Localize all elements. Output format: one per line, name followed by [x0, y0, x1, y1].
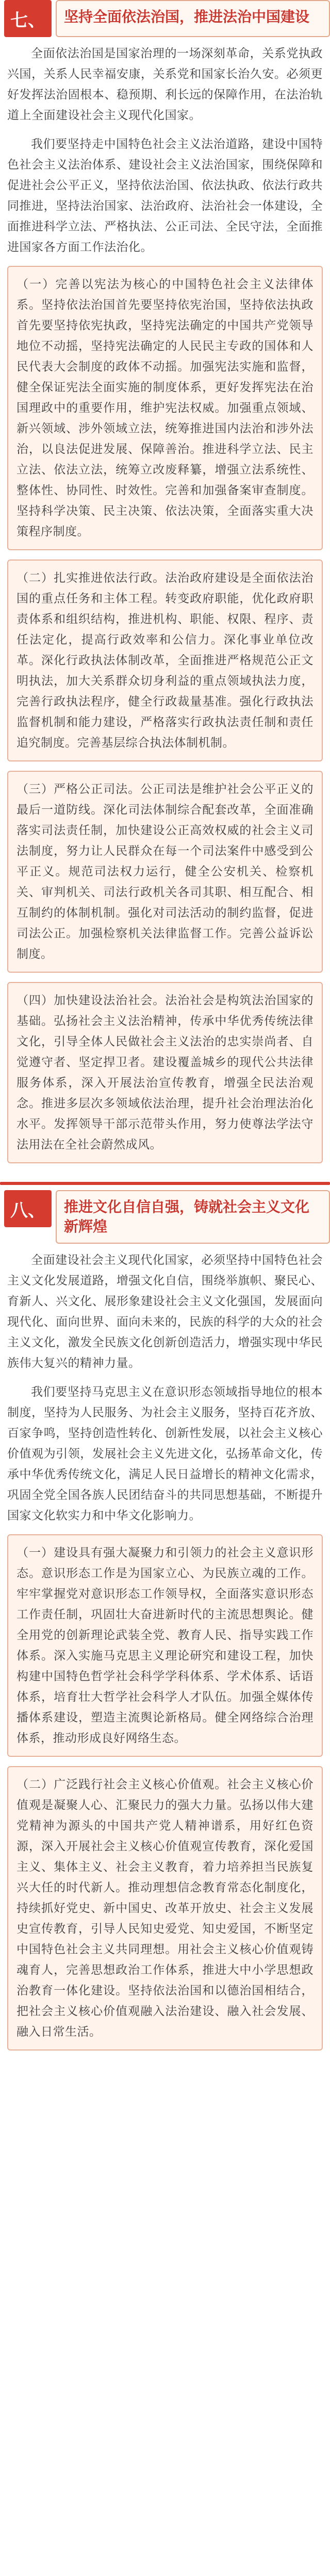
subsection-card: [7, 1534, 323, 1757]
subsection-card: [7, 560, 323, 761]
paragraph: 全面依法治国是国家治理的一场深刻革命，关系党执政兴国，关系人民幸福安康，关系党和国家长治久安。必须更好发挥法治固根本、稳预期、利长远的保障作用，在法治轨道上全面建设社会主义现代化国家。: [7, 47, 323, 122]
section-eight: [0, 1190, 330, 2065]
section-divider: [0, 1182, 330, 1185]
section-number: 八、: [4, 1190, 52, 1227]
paragraph: 我们要坚持马克思主义在意识形态领域指导地位的根本制度，坚持为人民服务、为社会主义服务，坚持百花齐放、百家争鸣，坚持创造性转化、创新性发展，以社会主义核心价值观为引领，发展社会主义先进文化，弘扬革命文化，传承中华优秀传统文化，满足人民日益增长的精神文化需求，巩固全党全国各族人民团结奋斗的共同思想基础，不断提升国家文化软实力和中华文化影响力。: [7, 1385, 323, 1522]
subsection-text: （一）建设具有强大凝聚力和引领力的社会主义意识形态。意识形态工作是为国家立心、为民族立魂的工作。牢牢掌握党对意识形态工作领导权，全面落实意识形态工作责任制，巩固壮大奋进新时代的主流思想舆论。健全用党的创新理论武装全党、教育人民、指导实践工作体系。深入实施马克思主义理论研究和建设工程，加快构建中国特色哲学社会科学学科体系、学术体系、话语体系，培育壮大哲学社会科学人才队伍。加强全媒体传播体系建设，塑造主流舆论新格局。健全网络综合治理体系，推动形成良好网络生态。: [16, 1546, 314, 1745]
subsection-text: （二）广泛践行社会主义核心价值观。社会主义核心价值观是凝聚人心、汇聚民力的强大力量。弘扬以伟大建党精神为源头的中国共产党人精神谱系，用好红色资源，深入开展社会主义核心价值观宣传教育，深化爱国主义、集体主义、社会主义教育，着力培养担当民族复兴大任的时代新人。推动理想信念教育常态化制度化，持续抓好党史、新中国史、改革开放史、社会主义发展史宣传教育，引导人民知史爱党、知史爱国，不断坚定中国特色社会主义共同理想。用社会主义核心价值观铸魂育人，完善思想政治工作体系，推进大中小学思想政治教育一体化建设。坚持依法治国和以德治国相结合，把社会主义核心价值观融入法治建设、融入社会发展、融入日常生活。: [16, 1778, 314, 2039]
subsection-text: （一）完善以宪法为核心的中国特色社会主义法律体系。坚持依法治国首先要坚持依宪治国，坚持依法执政首先要坚持依宪执政，坚持宪法确定的中国共产党领导地位不动摇，坚持宪法确定的人民民主专政的国体和人民代表大会制度的政体不动摇。加强宪法实施和监督，健全保证宪法全面实施的制度体系，更好发挥宪法在治国理政中的重要作用，维护宪法权威。加强重点领域、新兴领域、涉外领域立法，统筹推进国内法治和涉外法治，以良法促进发展、保障善治。推进科学立法、民主立法、依法立法，统筹立改废释纂，增强立法系统性、整体性、协同性、时效性。完善和加强备案审查制度。坚持科学决策、民主决策、依法决策，全面落实重大决策程序制度。: [16, 278, 314, 538]
subsection-card: [7, 266, 323, 550]
subsection-text: （二）扎实推进依法行政。法治政府建设是全面依法治国的重点任务和主体工程。转变政府职能，优化政府职责体系和组织结构，推进机构、职能、权限、程序、责任法定化，提高行政效率和公信力。深化事业单位改革。深化行政执法体制改革，全面推进严格规范公正文明执法，加大关系群众切身利益的重点领域执法力度，完善行政执法程序，健全行政裁量基准。强化行政执法监督机制和能力建设，严格落实行政执法责任制和责任追究制度。完善基层综合执法体制机制。: [16, 571, 314, 750]
section-heading: [0, 1190, 330, 1244]
paragraph: 全面建设社会主义现代化国家，必须坚持中国特色社会主义文化发展道路，增强文化自信，围绕举旗帜、聚民心、育新人、兴文化、展形象建设社会主义文化强国，发展面向现代化、面向世界、面向未来的，民族的科学的大众的社会主义文化，激发全民族文化创新创造活力，增强实现中华民族伟大复兴的精神力量。: [7, 1253, 323, 1370]
section-seven: [0, 0, 330, 1178]
section-heading: [0, 0, 330, 37]
paragraph: 我们要坚持走中国特色社会主义法治道路，建设中国特色社会主义法治体系、建设社会主义法治国家，围绕保障和促进社会公平正义，坚持依法治国、依法执政、依法行政共同推进，坚持法治国家、法治政府、法治社会一体建设，全面推进科学立法、严格执法、公正司法、全民守法，全面推进国家各方面工作法治化。: [7, 138, 323, 254]
subsection-card: [7, 771, 323, 973]
section-title: 坚持全面依法治国，推进法治中国建设: [56, 0, 330, 37]
subsection-card: [7, 982, 323, 1163]
section-title: 推进文化自信自强，铸就社会主义文化新辉煌: [56, 1190, 330, 1244]
subsection-text: （三）严格公正司法。公正司法是维护社会公平正义的最后一道防线。深化司法体制综合配套改革，全面准确落实司法责任制，加快建设公正高效权威的社会主义司法制度，努力让人民群众在每一个司法案件中感受到公平正义。规范司法权力运行，健全公安机关、检察机关、审判机关、司法行政机关各司其职、相互配合、相互制约的体制机制。强化对司法活动的制约监督，促进司法公正。加强检察机关法律监督工作。完善公益诉讼制度。: [16, 783, 314, 961]
section-number: 七、: [4, 0, 52, 37]
subsection-text: （四）加快建设法治社会。法治社会是构筑法治国家的基础。弘扬社会主义法治精神，传承中华优秀传统法律文化，引导全体人民做社会主义法治的忠实崇尚者、自觉遵守者、坚定捍卫者。建设覆盖城乡的现代公共法律服务体系，深入开展法治宣传教育，增强全民法治观念。推进多层次多领域依法治理，提升社会治理法治化水平。发挥领导干部示范带头作用，努力使尊法学法守法用法在全社会蔚然成风。: [16, 994, 314, 1151]
subsection-card: [7, 1766, 323, 2050]
